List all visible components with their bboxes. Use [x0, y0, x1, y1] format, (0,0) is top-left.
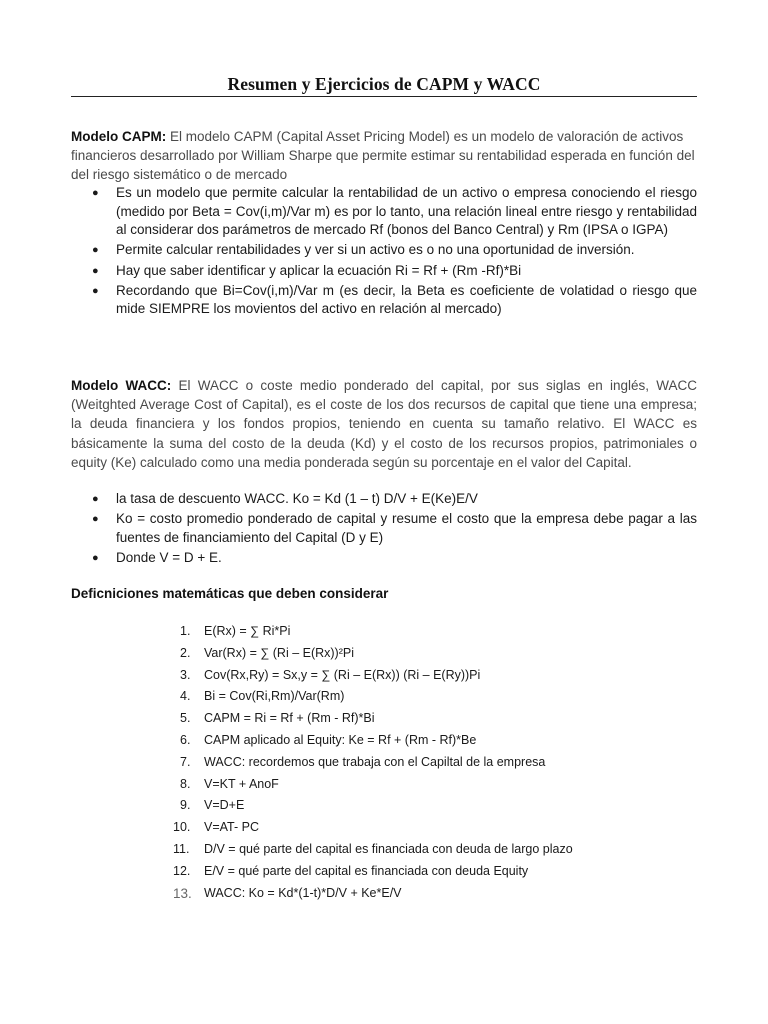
list-item: 9. V=D+E: [180, 798, 245, 813]
capm-intro: El modelo CAPM (Capital Asset Pricing Model) es un modelo de valoración de activos financieros desarrollado por William Sharpe que permite estimar su rentabilidad esperada en función del del riesgo sistemático o de mercado: [71, 129, 695, 183]
bullet-icon: ●: [92, 493, 99, 505]
bullet-icon: ●: [92, 264, 99, 277]
list-item: ● Recordando que Bi=Cov(i,m)/Var m (es decir, la Beta es coeficiente de volatidad o riesgo que mide SIEMPRE los movientos del activo en relación al mercado): [92, 282, 697, 317]
list-item: 1. E(Rx) = ∑ Ri*Pi: [180, 624, 291, 638]
title-underline: [71, 96, 697, 97]
list-item: ● Ko = costo promedio ponderado de capital y resume el costo que la empresa debe pagar a las fuentes de financiamiento del Capital (D y E): [92, 511, 697, 545]
list-item: ● Hay que saber identificar y aplicar la ecuación Ri = Rf + (Rm -Rf)*Bi: [71, 262, 697, 281]
list-item: 5. CAPM = Ri = Rf + (Rm - Rf)*Bi: [180, 711, 375, 726]
list-item: 3. Cov(Rx,Ry) = Sx,y = ∑ (Ri – E(Rx)) (Ri – E(Ry))Pi: [180, 667, 481, 682]
bullet-icon: ●: [92, 284, 99, 297]
bullet-icon: ●: [92, 187, 99, 199]
wacc-heading: Modelo WACC:: [71, 378, 172, 393]
list-item: ● Es un modelo que permite calcular la rentabilidad de un activo o empresa conociendo el riesgo (medido por Beta = Cov(i,m)/Var m) es por lo tanto, una relación lineal entre riesgo y rentabilidad al considerar dos parámetros de mercado Rf (bonos del Banco Central) y Rm (IPSA o IGPA): [92, 185, 697, 238]
list-item: 12. E/V = qué parte del capital es financiada con deuda Equity: [173, 863, 529, 878]
list-item: 10. V=AT- PC: [173, 820, 259, 835]
wacc-bullet-list: [71, 490, 697, 569]
list-item: ● la tasa de descuento WACC. Ko = Kd (1 – t) D/V + E(Ke)E/V: [71, 490, 697, 509]
list-item: 13. WACC: Ko = Kd*(1-t)*D/V + Ke*E/V: [173, 885, 402, 901]
capm-paragraph: [71, 127, 697, 185]
list-item: 6. CAPM aplicado al Equity: Ke = Rf + (Rm - Rf)*Be: [180, 732, 477, 747]
list-item: 2. Var(Rx) = ∑ (Ri – E(Rx))²Pi: [180, 645, 354, 660]
list-item: ● Donde V = D + E.: [71, 549, 697, 568]
list-item: 8. V=KT + AnoF: [180, 776, 279, 791]
definitions-heading: Deficniciones matemáticas que deben considerar: [71, 586, 389, 601]
wacc-intro: El WACC o coste medio ponderado del capital, por sus siglas en inglés, WACC (Weitghted Average Cost of Capital), es el coste de los dos recursos de capital que tiene una empresa; la deuda financiera y los fondos propios, teniendo en cuenta su tamaño relativo. El WACC es básicamente la suma del costo de la deuda (Kd) y el costo de los recursos propios, patrimoniales o equity (Ke) calculado como una media ponderada según su porcentaje en el valor del Capital.: [71, 378, 697, 470]
capm-heading: Modelo CAPM:: [71, 129, 167, 144]
bullet-icon: ●: [92, 244, 99, 257]
wacc-paragraph: [71, 376, 697, 472]
capm-bullet-list: [71, 184, 697, 321]
list-item: 7. WACC: recordemos que trabaja con el Capiltal de la empresa: [180, 754, 546, 769]
list-item: ● Permite calcular rentabilidades y ver si un activo es o no una oportunidad de inversión.: [71, 241, 697, 260]
document-title: Resumen y Ejercicios de CAPM y WACC: [227, 74, 541, 94]
bullet-icon: ●: [92, 513, 99, 526]
bullet-icon: ●: [92, 551, 99, 564]
list-item: 11. D/V = qué parte del capital es financiada con deuda de largo plazo: [173, 841, 573, 856]
definitions-list: [173, 621, 573, 904]
list-item: 4. Bi = Cov(Ri,Rm)/Var(Rm): [180, 689, 345, 704]
